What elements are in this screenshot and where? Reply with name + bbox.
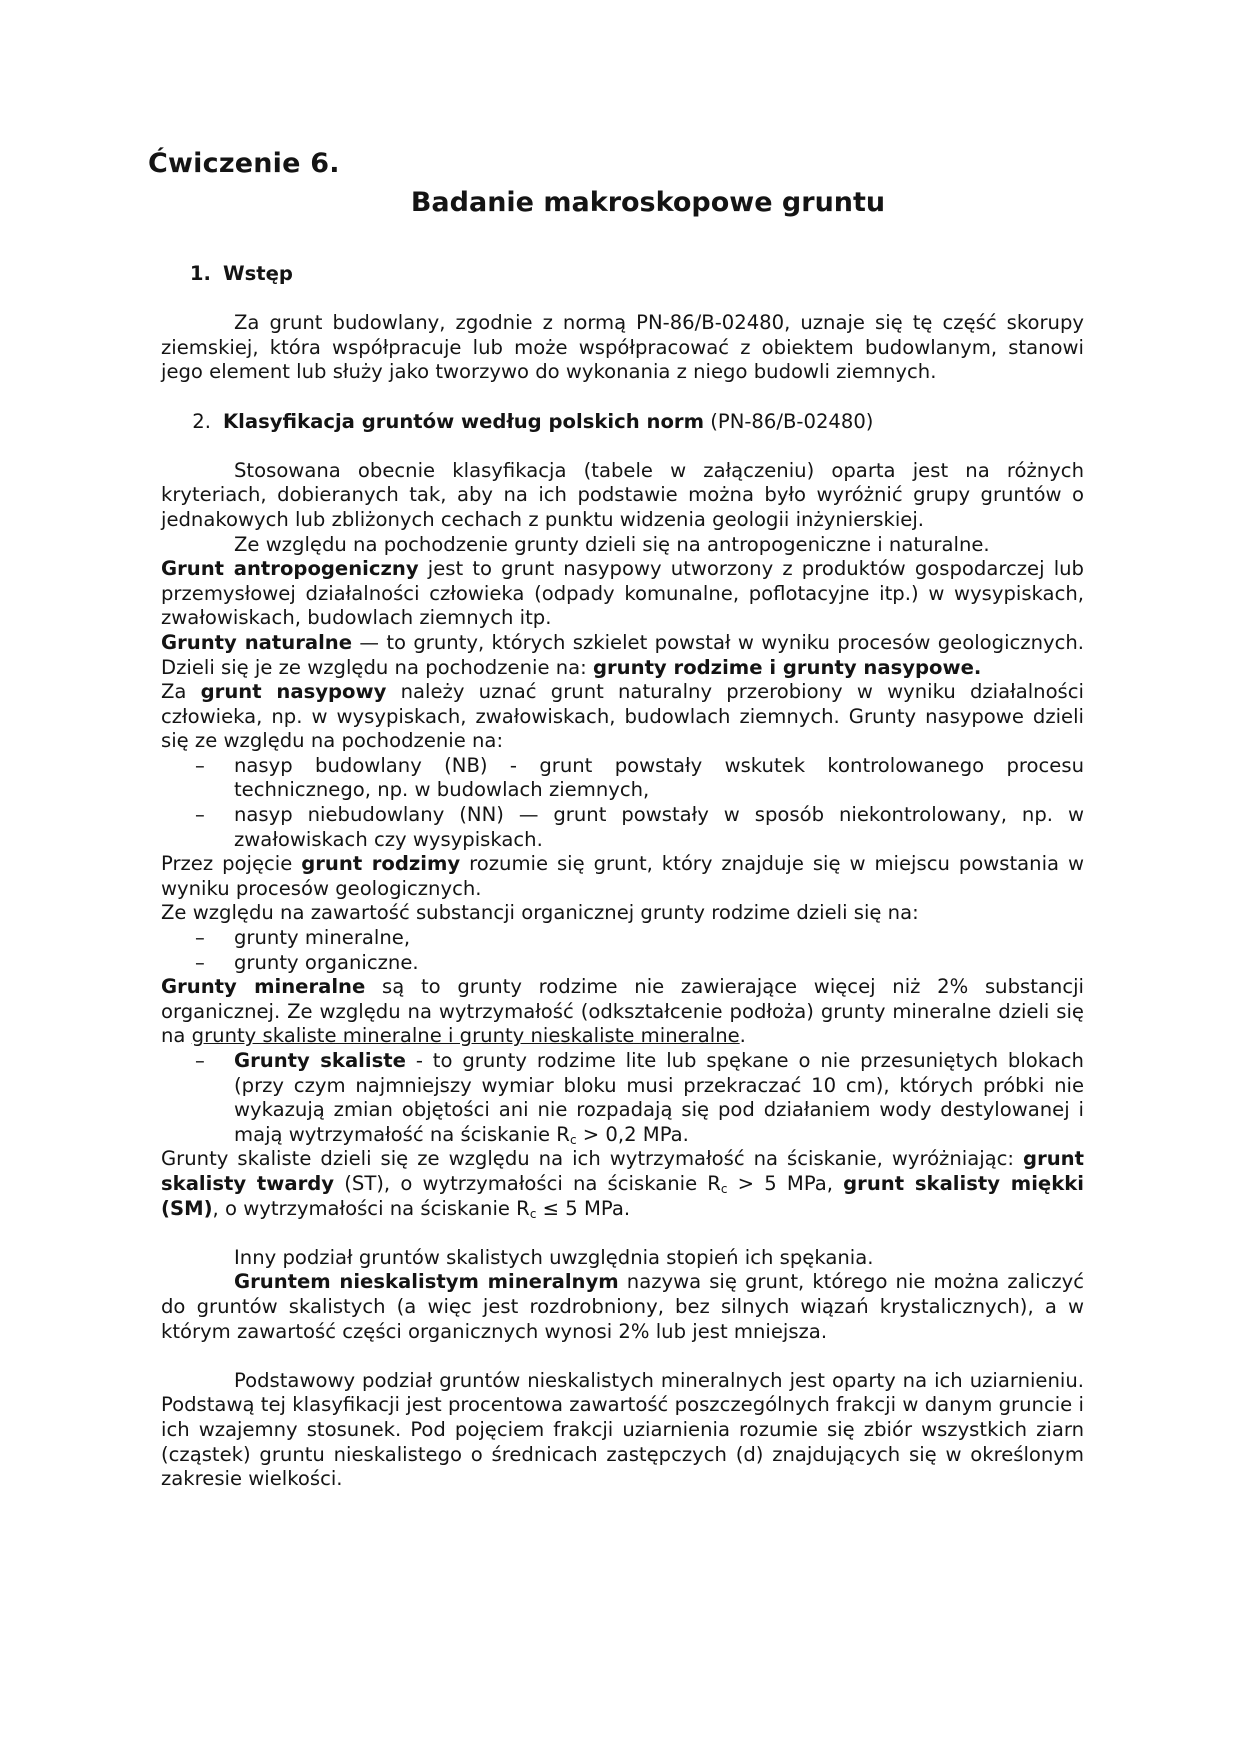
section-title-suffix: (PN-86/B-02480) [704,409,874,433]
exercise-title: Ćwiczenie 6. [148,148,340,179]
paragraph-rocky-strength [161,1147,1084,1221]
text: . [739,1024,746,1048]
list-item: – grunty mineralne, [161,926,1084,951]
paragraph-native [161,852,1084,901]
subscript: c [720,1181,728,1196]
text: > 0,2 MPa. [576,1122,689,1146]
text: Grunty skaliste dzieli się ze względu na ich wytrzymałość na ściskanie, wyróżniając: [161,1147,1024,1171]
definition-text: rozumie się grunt, który znajduje się w miejscu powstania w wyniku procesów geologicznych. [161,852,1085,900]
paragraph-intro: Za grunt budowlany, zgodnie z normą PN-86/B-02480, uznaje się tę część skorupy ziemskiej, która współpracuje lub może współpracować z obiektem budowlanym, stanowi jego element lub służy jako tworzywo do wykonania z niego budowli ziemnych. [161,311,1084,384]
text: (ST), o wytrzymałości na ściskanie R [334,1171,721,1195]
exercise-subtitle: Badanie makroskopowe gruntu [410,187,886,218]
text: , o wytrzymałości na ściskanie R [212,1196,530,1220]
subscript: c [529,1206,537,1221]
text: Przez pojęcie [161,852,302,876]
term: grunt skalisty miękki (SM) [161,1171,1084,1220]
list-item: – nasyp budowlany (NB) - grunt powstały wskutek kontrolowanego procesu technicznego, np. w budowlach ziemnych, [161,754,1084,803]
list-item: – grunty organiczne. [161,951,1084,976]
paragraph-fill [161,680,1084,754]
paragraph-classification: Stosowana obecnie klasyfikacja (tabele w załączeniu) oparta jest na różnych kryteriach, dobieranych tak, aby na ich podstawie można było wyróżnić grupy gruntów o jednakowych lub zbliżonych cechach z punktu widzenia geologii inżynierskiej. [161,458,1084,531]
definition-text: — to grunty, których szkielet powstał w wyniku procesów geologicznych. Dzieli się je ze względu na pochodzenie na: [161,630,1084,679]
definition-text: - to grunty rodzime lite lub spękane o nie przesuniętych blokach (przy czym najmniejszy wymiar bloku musi przekraczać 10 cm), których próbki nie wykazują zmian objętości ani nie rozpadają się pod działaniem wody destylowanej i mają wytrzymałość na ściskanie R [234,1049,1084,1146]
section-title: Klasyfikacja gruntów według polskich norm [223,409,705,433]
paragraph-cracking: Inny podział gruntów skalistych uwzględnia stopień ich spękania. [234,1245,874,1269]
term: Grunt antropogeniczny [161,557,419,581]
section-heading-intro [161,262,1084,287]
definition-text: są to grunty rodzime nie zawierające więcej niż 2% substancji organicznej. Ze względu na wytrzymałość (odkształcenie podłoża) grunty mineralne dzieli się na [161,975,1084,1048]
section-title: Wstęp [223,262,293,285]
paragraph-natural [161,631,1084,680]
section-number: 1. [189,262,211,285]
term: grunt nasypowy [200,680,387,704]
text: > 5 MPa, [727,1171,844,1195]
native-types-list [161,926,1084,975]
paragraph-origin: Ze względu na pochodzenie grunty dzieli się na antropogeniczne i naturalne. [234,532,990,556]
text: Za [161,680,201,704]
list-item: – nasyp niebudowlany (NN) — grunt powstały w sposób niekontrolowany, np. w zwałowiskach czy wysypiskach. [161,803,1084,852]
term: Gruntem nieskalistym mineralnym [234,1270,619,1294]
term: grunt rodzimy [301,852,461,876]
fill-types-list [161,754,1084,852]
text: ≤ 5 MPa. [536,1196,631,1220]
subscript: c [569,1132,577,1147]
list-item [161,1049,1084,1147]
term: Grunty naturalne [161,630,353,654]
definition-text: jest to grunt nasypowy utworzony z produktów gospodarczej lub przemysłowej działalności człowieka (odpady komunalne, poflotacyjne itp.) w wysypiskach, zwałowiskach, budowlach ziemnych itp. [161,557,1084,630]
document-body [161,262,1084,1492]
paragraph-non-rocky [161,1270,1084,1344]
term: grunt skalisty twardy [161,1147,1084,1195]
section-title-line [223,410,873,435]
definition-text: należy uznać grunt naturalny przerobiony w wyniku działalności człowieka, np. w wysypiskach, zwałowiskach, budowlach ziemnych. Grunty nasypowe dzieli się ze względu na pochodzenie na: [161,680,1084,753]
definition-text: nazywa się grunt, którego nie można zaliczyć do gruntów skalistych (a więc jest rozdrobniony, bez silnych wiązań krystalicznych), a w którym zawartość części organicznych wynosi 2% lub jest mniejsza. [161,1270,1084,1343]
section-number: 2. [192,409,211,433]
underlined-text: grunty skaliste mineralne i grunty nieskaliste mineralne [191,1024,740,1048]
paragraph-organic-division: Ze względu na zawartość substancji organicznej grunty rodzime dzieli się na: [161,901,919,925]
paragraph-anthropogenic [161,557,1084,631]
paragraph-grain-size: Podstawowy podział gruntów nieskalistych mineralnych jest oparty na ich uziarnieniu. Podstawą tej klasyfikacji jest procentowa zawartość poszczególnych frakcji w danym gruncie i ich wzajemny stosunek. Pod pojęciem frakcji uziarnienia rozumie się zbiór wszystkich ziarn (cząstek) gruntu nieskalistego o średnicach zastępczych (d) znajdujących się w określonym zakresie wielkości. [161,1368,1084,1491]
term: grunty rodzime i grunty nasypowe. [592,655,982,679]
paragraph-mineral [161,975,1084,1049]
section-heading-classification [161,410,1084,435]
term: Grunty mineralne [161,975,366,999]
rocky-list [161,1049,1084,1147]
term: Grunty skaliste [234,1049,406,1072]
